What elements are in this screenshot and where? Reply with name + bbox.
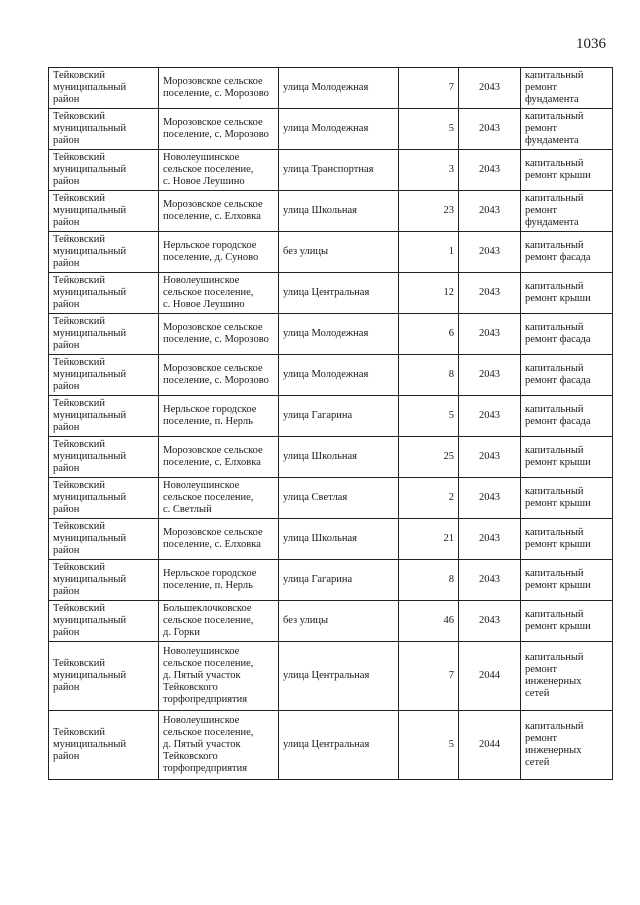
work-type-cell: капитальный ремонт инженерных сетей <box>521 642 613 711</box>
year-cell: 2043 <box>459 478 521 519</box>
district-cell: Тейковский муниципальный район <box>49 711 159 780</box>
table-row <box>49 396 613 437</box>
settlement-cell: Новолеушинское сельское поселение, д. Пятый участок Тейковского торфопредприятия <box>159 642 279 711</box>
work-type-cell: капитальный ремонт фасада <box>521 232 613 273</box>
house-number-cell: 7 <box>399 68 459 109</box>
district-cell: Тейковский муниципальный район <box>49 273 159 314</box>
street-cell: улица Транспортная <box>279 150 399 191</box>
work-type-cell: капитальный ремонт крыши <box>521 273 613 314</box>
street-cell: без улицы <box>279 601 399 642</box>
year-cell: 2043 <box>459 109 521 150</box>
table-row <box>49 232 613 273</box>
work-type-cell: капитальный ремонт фасада <box>521 355 613 396</box>
street-cell: улица Гагарина <box>279 560 399 601</box>
year-cell: 2043 <box>459 560 521 601</box>
house-number-cell: 8 <box>399 355 459 396</box>
district-cell: Тейковский муниципальный район <box>49 601 159 642</box>
house-number-cell: 1 <box>399 232 459 273</box>
district-cell: Тейковский муниципальный район <box>49 191 159 232</box>
table-row <box>49 519 613 560</box>
district-cell: Тейковский муниципальный район <box>49 560 159 601</box>
year-cell: 2043 <box>459 68 521 109</box>
house-number-cell: 25 <box>399 437 459 478</box>
settlement-cell: Морозовское сельское поселение, с. Елховка <box>159 519 279 560</box>
year-cell: 2043 <box>459 601 521 642</box>
table-row <box>49 601 613 642</box>
street-cell: улица Светлая <box>279 478 399 519</box>
table-row <box>49 191 613 232</box>
district-cell: Тейковский муниципальный район <box>49 355 159 396</box>
street-cell: улица Гагарина <box>279 396 399 437</box>
street-cell: улица Молодежная <box>279 314 399 355</box>
settlement-cell: Морозовское сельское поселение, с. Морозово <box>159 314 279 355</box>
table-row <box>49 711 613 780</box>
table-row <box>49 560 613 601</box>
settlement-cell: Нерльское городское поселение, п. Нерль <box>159 560 279 601</box>
house-number-cell: 8 <box>399 560 459 601</box>
table-row <box>49 68 613 109</box>
house-number-cell: 3 <box>399 150 459 191</box>
house-number-cell: 23 <box>399 191 459 232</box>
work-type-cell: капитальный ремонт инженерных сетей <box>521 711 613 780</box>
district-cell: Тейковский муниципальный район <box>49 232 159 273</box>
table-row <box>49 314 613 355</box>
table-row <box>49 109 613 150</box>
district-cell: Тейковский муниципальный район <box>49 109 159 150</box>
settlement-cell: Новолеушинское сельское поселение, с. Новое Леушино <box>159 273 279 314</box>
house-number-cell: 12 <box>399 273 459 314</box>
house-number-cell: 6 <box>399 314 459 355</box>
settlement-cell: Морозовское сельское поселение, с. Морозово <box>159 355 279 396</box>
table-row <box>49 355 613 396</box>
year-cell: 2043 <box>459 355 521 396</box>
street-cell: улица Школьная <box>279 437 399 478</box>
district-cell: Тейковский муниципальный район <box>49 68 159 109</box>
house-number-cell: 5 <box>399 109 459 150</box>
table-row <box>49 150 613 191</box>
work-type-cell: капитальный ремонт крыши <box>521 150 613 191</box>
work-type-cell: капитальный ремонт фундамента <box>521 68 613 109</box>
house-number-cell: 46 <box>399 601 459 642</box>
settlement-cell: Морозовское сельское поселение, с. Морозово <box>159 68 279 109</box>
settlement-cell: Большеклочковское сельское поселение, д. Горки <box>159 601 279 642</box>
settlement-cell: Новолеушинское сельское поселение, с. Новое Леушино <box>159 150 279 191</box>
house-number-cell: 2 <box>399 478 459 519</box>
street-cell: улица Школьная <box>279 191 399 232</box>
street-cell: улица Школьная <box>279 519 399 560</box>
table-row <box>49 437 613 478</box>
district-cell: Тейковский муниципальный район <box>49 150 159 191</box>
work-type-cell: капитальный ремонт фундамента <box>521 109 613 150</box>
work-type-cell: капитальный ремонт крыши <box>521 519 613 560</box>
settlement-cell: Нерльское городское поселение, д. Суново <box>159 232 279 273</box>
settlement-cell: Нерльское городское поселение, п. Нерль <box>159 396 279 437</box>
district-cell: Тейковский муниципальный район <box>49 437 159 478</box>
district-cell: Тейковский муниципальный район <box>49 642 159 711</box>
district-cell: Тейковский муниципальный район <box>49 519 159 560</box>
house-number-cell: 5 <box>399 711 459 780</box>
street-cell: улица Центральная <box>279 273 399 314</box>
table-row <box>49 478 613 519</box>
work-type-cell: капитальный ремонт фасада <box>521 396 613 437</box>
year-cell: 2043 <box>459 519 521 560</box>
street-cell: улица Молодежная <box>279 109 399 150</box>
street-cell: без улицы <box>279 232 399 273</box>
year-cell: 2043 <box>459 191 521 232</box>
house-number-cell: 5 <box>399 396 459 437</box>
settlement-cell: Морозовское сельское поселение, с. Морозово <box>159 109 279 150</box>
district-cell: Тейковский муниципальный район <box>49 478 159 519</box>
records-table <box>48 67 613 780</box>
table-row <box>49 273 613 314</box>
table-row <box>49 642 613 711</box>
district-cell: Тейковский муниципальный район <box>49 314 159 355</box>
work-type-cell: капитальный ремонт фундамента <box>521 191 613 232</box>
work-type-cell: капитальный ремонт крыши <box>521 437 613 478</box>
year-cell: 2044 <box>459 711 521 780</box>
year-cell: 2043 <box>459 396 521 437</box>
street-cell: улица Центральная <box>279 711 399 780</box>
street-cell: улица Молодежная <box>279 355 399 396</box>
settlement-cell: Новолеушинское сельское поселение, с. Светлый <box>159 478 279 519</box>
settlement-cell: Морозовское сельское поселение, с. Елховка <box>159 191 279 232</box>
house-number-cell: 21 <box>399 519 459 560</box>
year-cell: 2043 <box>459 314 521 355</box>
records-table-body <box>49 68 613 780</box>
year-cell: 2043 <box>459 273 521 314</box>
settlement-cell: Новолеушинское сельское поселение, д. Пятый участок Тейковского торфопредприятия <box>159 711 279 780</box>
street-cell: улица Молодежная <box>279 68 399 109</box>
year-cell: 2043 <box>459 150 521 191</box>
work-type-cell: капитальный ремонт крыши <box>521 560 613 601</box>
year-cell: 2044 <box>459 642 521 711</box>
house-number-cell: 7 <box>399 642 459 711</box>
year-cell: 2043 <box>459 437 521 478</box>
work-type-cell: капитальный ремонт крыши <box>521 478 613 519</box>
district-cell: Тейковский муниципальный район <box>49 396 159 437</box>
settlement-cell: Морозовское сельское поселение, с. Елховка <box>159 437 279 478</box>
page-number: 1036 <box>576 36 606 52</box>
year-cell: 2043 <box>459 232 521 273</box>
street-cell: улица Центральная <box>279 642 399 711</box>
work-type-cell: капитальный ремонт крыши <box>521 601 613 642</box>
work-type-cell: капитальный ремонт фасада <box>521 314 613 355</box>
